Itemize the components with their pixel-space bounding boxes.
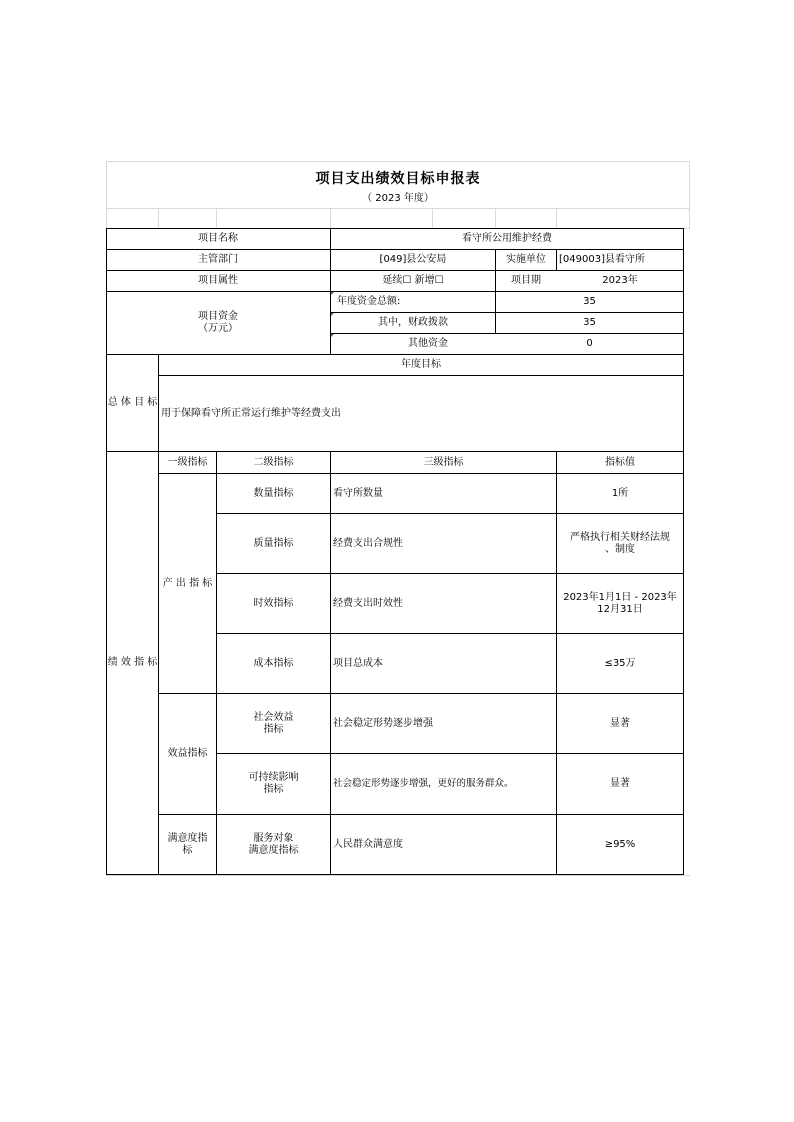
header-level3: 三级指标 <box>423 456 464 468</box>
group-output: 产 出 指 标 <box>162 577 213 589</box>
label-project-name: 项目名称 <box>198 233 238 244</box>
table-row-l2: 可持续影响 指标 <box>248 772 299 795</box>
table-row-l3: 社会稳定形势逐步增强，更好的服务群众。 <box>333 778 514 789</box>
table-row-l3: 经费支出合规性 <box>333 537 403 549</box>
table-row-l3: 人民群众满意度 <box>333 838 403 850</box>
table-row-value: 显著 <box>610 778 630 789</box>
label-annual-total: 年度资金总额: <box>337 296 401 307</box>
value-annual-goal: 用于保障看守所正常运行维护等经费支出 <box>161 407 341 419</box>
table-row-l2: 时效指标 <box>253 597 294 609</box>
value-period: 2023年 <box>602 275 638 286</box>
table-row-l2: 社会效益 指标 <box>253 711 294 735</box>
header-level2: 二级指标 <box>253 456 294 468</box>
value-implementer: [049003]县看守所 <box>559 254 645 265</box>
label-annual-goal: 年度目标 <box>401 359 441 370</box>
label-overall-goal: 总 体 目 标 <box>107 397 158 408</box>
value-fiscal: 35 <box>583 317 596 328</box>
value-department: [049]县公安局 <box>379 254 447 265</box>
table-row-value: 1所 <box>611 487 629 499</box>
label-performance: 绩 效 指 标 <box>107 657 158 668</box>
table-row-l2: 数量指标 <box>253 487 294 499</box>
form-title: 项目支出绩效目标申报表 <box>315 171 481 187</box>
table-row-value: 2023年1月1日 - 2023年 12月31日 <box>563 591 677 615</box>
group-benefit: 效益指标 <box>167 748 208 759</box>
label-other: 其他资金 <box>408 338 448 349</box>
table-row-value: 严格执行相关财经法规 、制度 <box>570 531 670 555</box>
label-fiscal: 其中，财政拨款 <box>378 317 448 328</box>
table-row-value: ≤35万 <box>604 657 636 669</box>
value-annual-total: 35 <box>583 296 596 307</box>
table-row-l3: 经费支出时效性 <box>333 597 403 609</box>
table-row-l3: 看守所数量 <box>333 487 383 499</box>
header-value: 指标值 <box>605 456 635 468</box>
label-department: 主管部门 <box>198 254 238 265</box>
table-row-value: ≥95% <box>604 838 636 850</box>
group-satisfaction: 满意度指 标 <box>167 832 208 856</box>
year-line: （ 2023 年度） <box>362 193 434 204</box>
value-project-name: 看守所公用维护经费 <box>462 233 552 244</box>
table-row-l3: 社会稳定形势逐步增强 <box>333 717 433 729</box>
label-funds: 项目资金 （万元） <box>198 311 238 334</box>
value-attribute[interactable]: 延续☐ 新增☐ <box>382 275 444 286</box>
value-other: 0 <box>586 338 593 349</box>
table-row-l2: 质量指标 <box>253 537 294 549</box>
table-row-value: 显著 <box>610 717 630 729</box>
table-row-l3: 项目总成本 <box>333 657 383 669</box>
table-row-l2: 服务对象 满意度指标 <box>248 832 299 856</box>
performance-goal-form <box>106 161 690 876</box>
table-row-l2: 成本指标 <box>253 657 294 669</box>
header-level1: 一级指标 <box>167 456 208 468</box>
label-implementer: 实施单位 <box>506 254 546 265</box>
label-attribute: 项目属性 <box>198 275 238 286</box>
label-period: 项目期 <box>511 275 541 286</box>
